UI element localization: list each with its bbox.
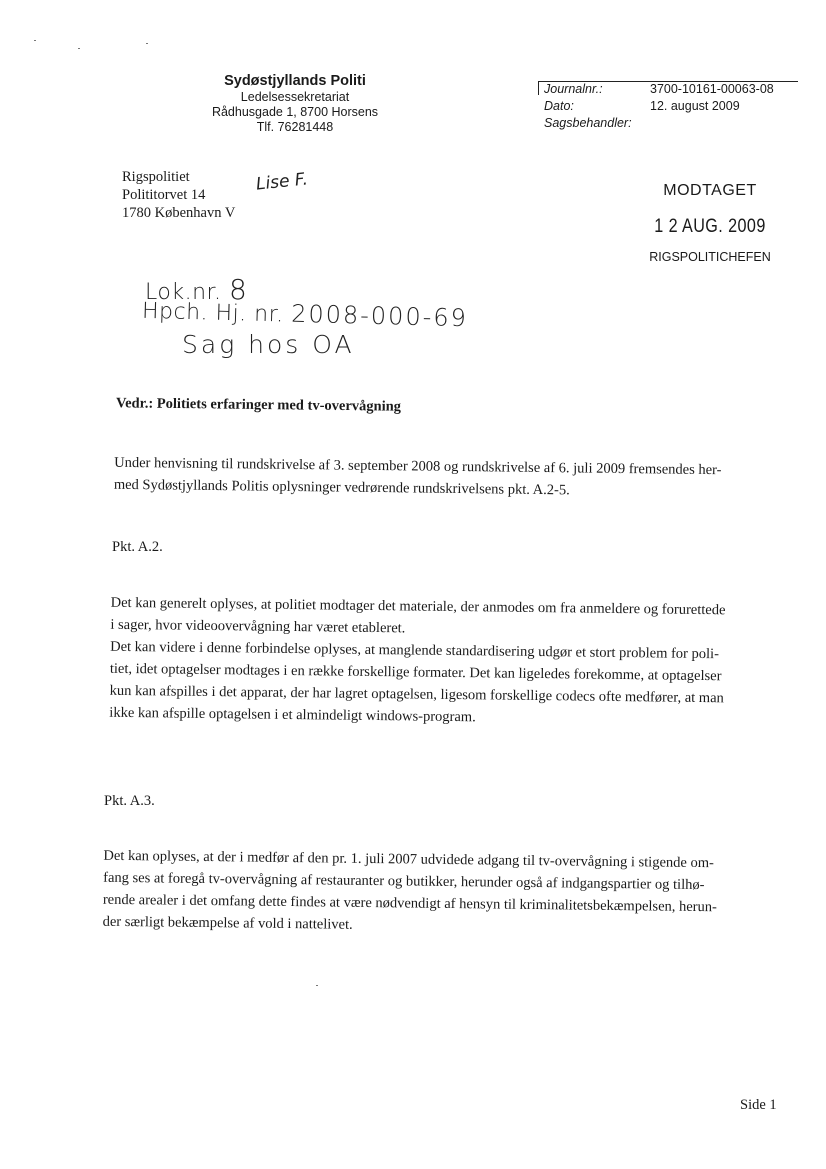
text-line: fang ses at foregå tv-overvågning af restauranter og butikker, herunder også af indgangspartier og tilhø- [103, 869, 705, 894]
text-line: der særligt bekæmpelse af vold i nattelivet. [102, 913, 353, 933]
handler-label: Sagsbehandler: [544, 116, 632, 130]
scan-speck [146, 43, 148, 44]
text-line: Under henvisning til rundskrivelse af 3. september 2008 og rundskrivelse af 6. juli 2009 fremsendes her- [114, 454, 722, 479]
recipient-address [122, 168, 235, 222]
scan-speck [34, 40, 36, 41]
lok-label: Lok.nr. [145, 280, 222, 305]
text-line: i sager, hvor videoovervågning har været etableret. [110, 616, 406, 637]
section-a2-body [109, 592, 801, 732]
hj-label: Hpch. Hj. nr. [141, 298, 284, 328]
section-a3-body [102, 845, 798, 941]
journal-number: 3700-10161-00063-08 [650, 82, 774, 96]
section-heading-a2: Pkt. A.2. [112, 539, 163, 555]
handler-row [544, 116, 800, 131]
stamp-date: 1 2 AUG. 2009 [654, 216, 766, 237]
lok-number: 8 [229, 273, 248, 306]
text-line: rende arealer i det omfang dette findes at være nødvendigt af hensyn til kriminalitetsbekæmpelsen, herun- [102, 891, 717, 916]
section-heading-a3: Pkt. A.3. [104, 793, 155, 809]
journal-row [544, 82, 800, 97]
letterhead-address: Rådhusgade 1, 8700 Horsens [211, 105, 379, 119]
text-line: med Sydøstjyllands Politis oplysninger vedrørende rundskrivelsens pkt. A.2-5. [113, 476, 570, 499]
text-line: ikke kan afspille optagelsen i et almindeligt windows-program. [109, 704, 476, 726]
department: Ledelsessekretariat [240, 90, 350, 104]
recipient-name: Rigspolitiet [122, 169, 190, 185]
received-stamp [610, 182, 810, 264]
letterhead [160, 72, 430, 135]
text-line: Det kan generelt oplyses, at politiet modtager det materiale, der anmodes om fra anmeldere og forurettede [110, 594, 726, 619]
hj-number: 2008-000-69 [290, 299, 469, 333]
recipient-street: Polititorvet 14 [122, 187, 206, 203]
meta-left-rule [538, 81, 539, 95]
scan-speck [316, 985, 318, 986]
page-number: Side 1 [740, 1097, 777, 1113]
letter-subject: Vedr.: Politiets erfaringer med tv-overvågning [115, 395, 402, 415]
stamp-office: RIGSPOLITICHEFEN [649, 250, 771, 264]
organization-name: Sydøstjyllands Politi [224, 73, 366, 89]
handwritten-journal-note [142, 296, 469, 335]
recipient-city: 1780 København V [122, 205, 236, 221]
intro-paragraph [114, 452, 804, 504]
text-line: kun kan afspilles i det apparat, der har lagret optagelsen, ligesom forskellige codecs ofte medfører, at man [109, 682, 724, 707]
journal-label: Journalnr.: [544, 82, 603, 96]
stamp-received: MODTAGET [663, 182, 757, 199]
handwritten-case-note: Sag hos OA [182, 330, 355, 359]
text-line: tiet, idet optagelser modtages i en række forskellige formater. Det kan ligeledes forekomme, at optagelser [109, 660, 722, 685]
date-value: 12. august 2009 [650, 99, 740, 113]
text-line: Det kan oplyses, at der i medfør af den pr. 1. juli 2007 udvidede adgang til tv-overvågning i stigende om- [103, 847, 714, 872]
scan-speck [78, 48, 80, 49]
letterhead-phone: Tlf. 76281448 [256, 120, 334, 134]
text-line: Det kan videre i denne forbindelse oplyses, at manglende standardisering udgør et stort problem for poli- [110, 638, 720, 663]
date-row [544, 99, 800, 114]
handwritten-initials: Lise F. [255, 169, 309, 195]
date-label: Dato: [544, 99, 574, 113]
